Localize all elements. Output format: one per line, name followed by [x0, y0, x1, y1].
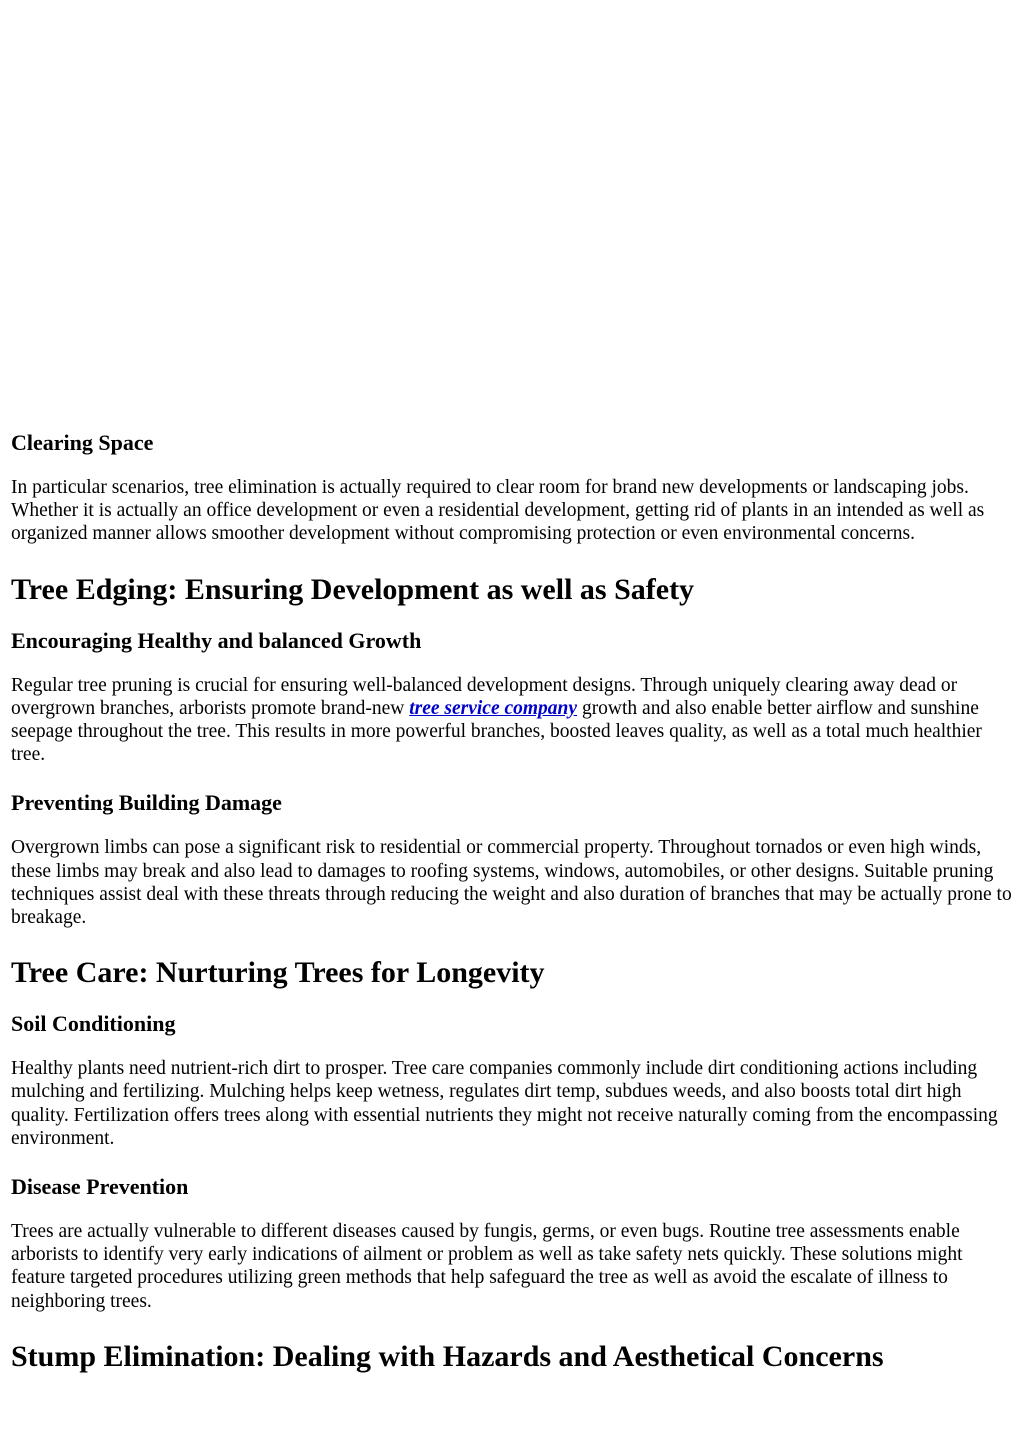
paragraph-text-before-link: Regular tree pruning is crucial for ensuring well-balanced development designs. Through uniquely clearing away dead or overgrown branches, arborists promote brand-new: [11, 674, 958, 719]
heading-stump-elimination: Stump Elimination: Dealing with Hazards and Aesthetical Concerns: [11, 1339, 884, 1373]
heading-tree-care: Tree Care: Nurturing Trees for Longevity: [11, 956, 545, 990]
paragraph-text-after-link: growth and also enable better airflow and sunshine seepage throughout the tree. This results in more powerful branches, boosted leaves quality, as well as a total much healthier tree.: [11, 697, 982, 766]
heading-clearing-space: Clearing Space: [11, 430, 154, 455]
blank-top-area: [11, 0, 1015, 428]
heading-disease-prevention: Disease Prevention: [11, 1174, 189, 1200]
tree-service-company-link[interactable]: tree service company: [409, 697, 578, 719]
paragraph-encouraging-growth: [11, 674, 1015, 767]
heading-preventing-damage: Preventing Building Damage: [11, 790, 282, 816]
paragraph-soil-conditioning: Healthy plants need nutrient-rich dirt to prosper. Tree care companies commonly include dirt conditioning actions including mulching and fertilizing. Mulching helps keep wetness, regulates dirt temp, subdues weeds, and also boosts total dirt high quality. Fertilization offers trees along with essential nutrients they might not receive naturally coming from the encompassing environment.: [11, 1058, 998, 1149]
paragraph-preventing-damage: Overgrown limbs can pose a significant risk to residential or commercial property. Throughout tornados or even high winds, these limbs may break and also lead to damages to roofing systems, windows, automobiles, or other designs. Suitable pruning techniques assist deal with these threats through reducing the weight and also duration of branches that may be actually prone to breakage.: [11, 837, 1012, 929]
heading-encouraging-growth: Encouraging Healthy and balanced Growth: [11, 627, 422, 653]
heading-soil-conditioning: Soil Conditioning: [11, 1011, 176, 1037]
heading-tree-edging: Tree Edging: Ensuring Development as well as Safety: [11, 572, 695, 606]
paragraph-clearing-space: In particular scenarios, tree elimination is actually required to clear room for brand new developments or landscaping jobs. Whether it is actually an office development or even a residential development, getting rid of plants in an intended as well as organized manner allows smoother development without compromising protection or even environmental concerns.: [11, 477, 985, 545]
article-body: [11, 0, 1015, 1377]
paragraph-disease-prevention: Trees are actually vulnerable to different diseases caused by fungis, germs, or even bugs. Routine tree assessments enable arborists to identify very early indications of ailment or problem as well as take safety nets quickly. These solutions might feature targeted procedures utilizing green methods that help safeguard the tree as well as avoid the escalate of illness to neighboring trees.: [11, 1221, 963, 1312]
